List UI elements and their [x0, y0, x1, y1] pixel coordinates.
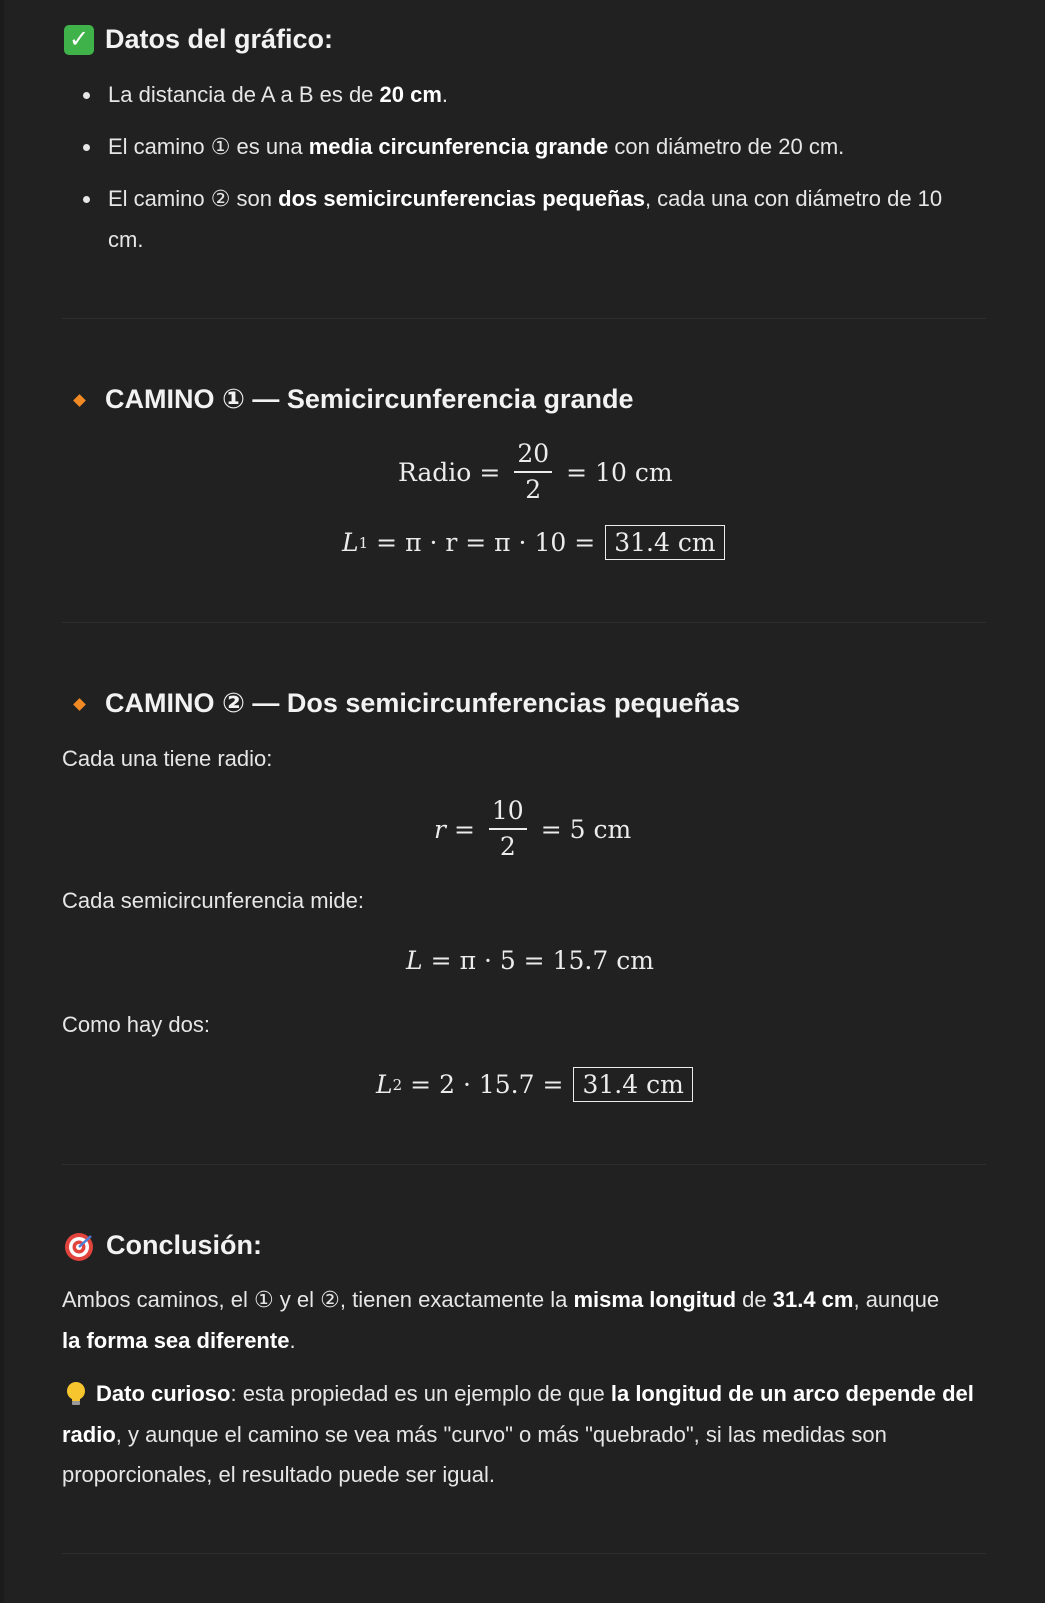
paragraph-dato-line-2: radio, y aunque el camino se vea más "curvo" o más "quebrado", si las medidas son: [62, 1422, 887, 1447]
fraction: $\frac{10}{2}$: [489, 797, 527, 861]
paragraph-dato-line-3: proporcionales, el resultado puede ser igual.: [62, 1462, 495, 1487]
light-bulb-icon: [64, 1381, 88, 1407]
list-item-text: La distancia de A a B es de: [108, 82, 380, 107]
equation-radio: Radio = $\frac{20}{2}$ = 10 cm: [398, 439, 673, 504]
list-item-text: El camino ① es una: [108, 134, 309, 159]
target-icon: [64, 1232, 94, 1262]
paragraph-text: Cada una tiene radio:: [62, 746, 273, 771]
bullet-dot: [83, 196, 90, 203]
paragraph-text: Como hay dos:: [62, 1012, 210, 1037]
equation-text: π · r = π · 10: [405, 528, 567, 557]
equation-r: r = $\frac{10}{2}$ = 5 cm: [434, 796, 632, 861]
equation-text: 2 · 15.7: [439, 1070, 535, 1099]
section-title-conclusion: Conclusión:: [106, 1230, 262, 1260]
list-item: [108, 186, 942, 212]
list-item-text: El camino ② son: [108, 186, 279, 211]
divider: [62, 1164, 986, 1165]
check-mark-icon: ✓: [64, 25, 94, 55]
paragraph-conclusion: Ambos caminos, el ① y el ②, tienen exactamente la misma longitud de 31.4 cm, aunque: [62, 1287, 940, 1312]
equation-l2: L 2 = 2 · 15.7 = 31.4 cm: [376, 1067, 693, 1102]
paragraph-text: Cada semicircunferencia mide:: [62, 888, 365, 913]
bullet-dot: [83, 92, 90, 99]
list-item-bold: media circunferencia grande: [308, 134, 609, 159]
equation-text: π · 5 = 15.7 cm: [459, 946, 654, 975]
equation-result: 5 cm: [569, 814, 632, 844]
divider: [62, 1553, 986, 1554]
list-item-text: con diámetro de 20 cm.: [608, 134, 845, 159]
boxed-result: 31.4 cm: [605, 525, 724, 560]
list-item-text: , cada una con diámetro de 10: [644, 186, 943, 211]
equation-result: 10 cm: [595, 457, 673, 487]
paragraph-conclusion-line-2: la forma sea diferente.: [62, 1328, 296, 1353]
list-item-bold: 20 cm: [379, 82, 442, 107]
fraction: $\frac{20}{2}$: [514, 440, 552, 504]
equation-text: Radio: [398, 457, 472, 487]
section-title-camino-1: CAMINO ① — Semicircunferencia grande: [105, 384, 634, 414]
divider: [62, 318, 986, 319]
paragraph-dato-curioso: Dato curioso: esta propiedad es un ejemplo de que la longitud de un arco depende del: [96, 1381, 974, 1406]
section-title-datos: Datos del gráfico:: [105, 24, 334, 54]
equation-l1: L 1 = π · r = π · 10 = 31.4 cm: [342, 525, 725, 560]
bullet-dot: [83, 144, 90, 151]
list-item: [108, 82, 448, 108]
list-item: [108, 134, 844, 160]
equation-l: L = π · 5 = 15.7 cm: [406, 946, 654, 975]
section-title-camino-2: CAMINO ② — Dos semicircunferencias pequeñas: [105, 688, 741, 718]
boxed-result: 31.4 cm: [573, 1067, 692, 1102]
divider: [62, 622, 986, 623]
list-item-text: .: [441, 82, 449, 107]
list-item-bold: dos semicircunferencias pequeñas: [278, 186, 645, 211]
list-item-continuation: cm.: [108, 227, 144, 252]
